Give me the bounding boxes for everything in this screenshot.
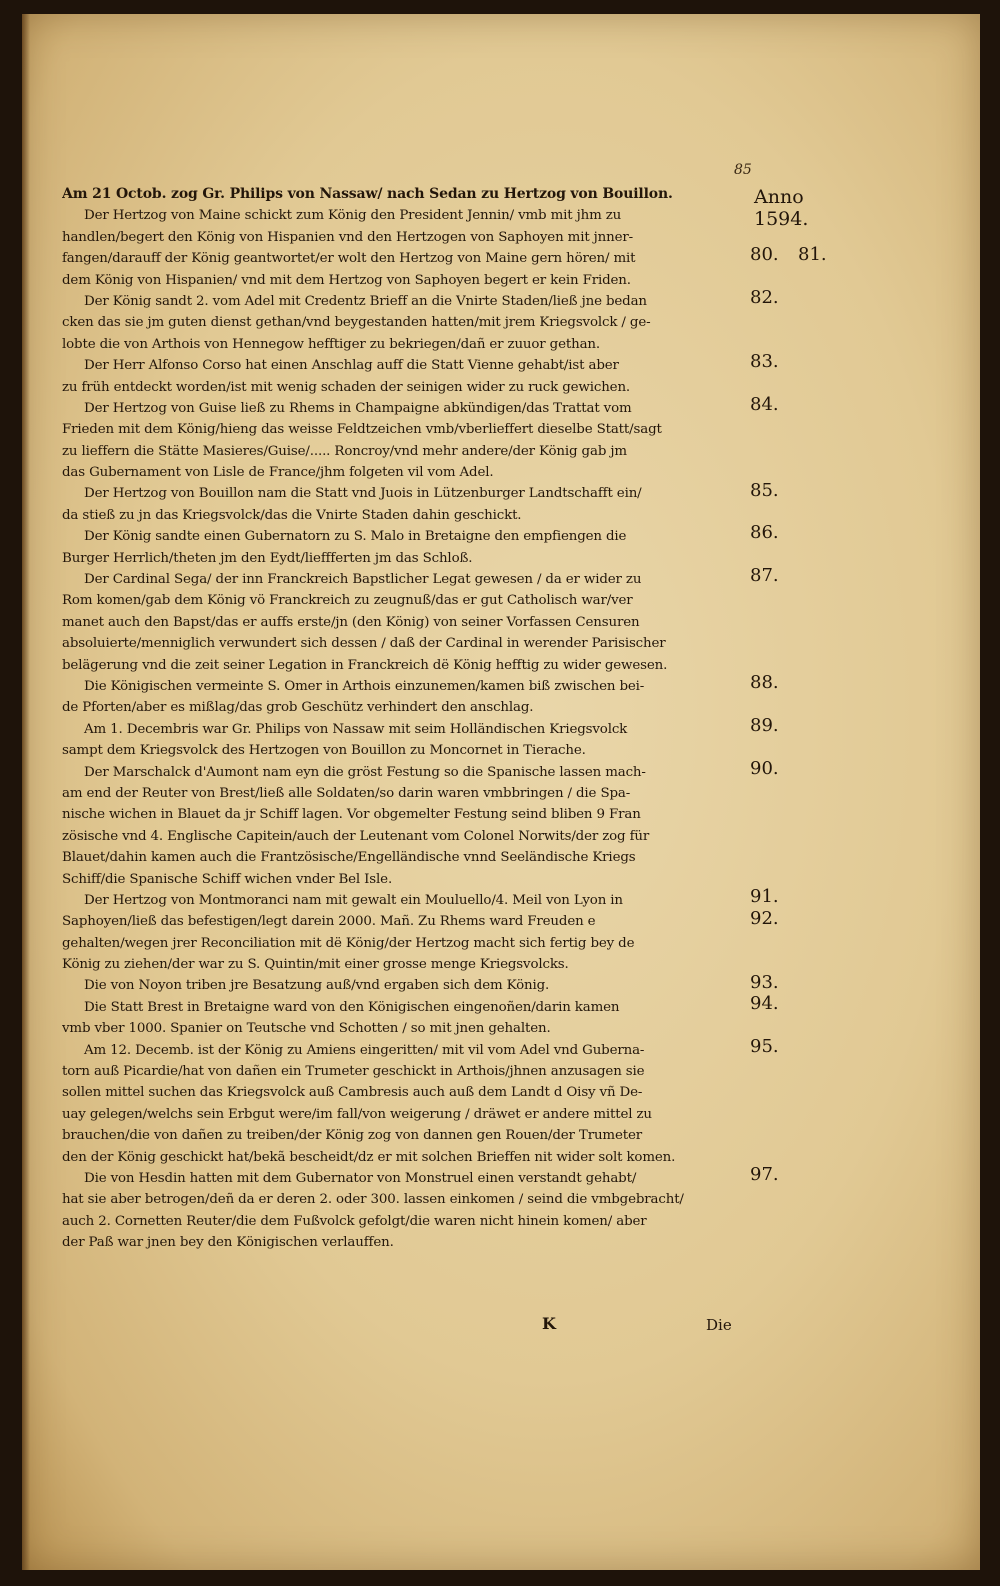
text-line: absoluierte/menniglich verwundert sich dessen / daß der Cardinal in werender Parisischer bbox=[62, 636, 666, 652]
text-line: cken das sie jm guten dienst gethan/vnd beygestanden hatten/mit jrem Kriegsvolck / ge- bbox=[62, 315, 651, 331]
text-line: dem König von Hispanien/ vnd mit dem Hertzog von Saphoyen begert er kein Friden. bbox=[62, 272, 631, 288]
margin-number: 94. bbox=[750, 993, 779, 1015]
margin-number: 95. bbox=[750, 1036, 779, 1057]
text-line: auch 2. Cornetten Reuter/die dem Fußvolck gefolgt/die waren nicht hinein komen/ aber bbox=[62, 1213, 647, 1229]
text-line: Schiff/die Spanische Schiff wichen vnder Bel Isle. bbox=[62, 871, 393, 887]
margin-number: 80. bbox=[750, 244, 779, 266]
text-line: Die Königischen vermeinte S. Omer in Arthois einzunemen/kamen biß zwischen bei- bbox=[84, 678, 645, 694]
margin-number: 88. bbox=[750, 672, 779, 694]
text-line: Der Hertzog von Montmoranci nam mit gewalt ein Mouluello/4. Meil von Lyon in bbox=[84, 892, 623, 908]
catchword: Die bbox=[706, 1316, 732, 1334]
text-line: Die von Noyon triben jre Besatzung auß/vnd ergaben sich dem König. bbox=[84, 978, 550, 994]
margin-number: 91. bbox=[750, 886, 779, 908]
margin-year: Anno 1594. bbox=[754, 186, 809, 230]
book-page bbox=[22, 14, 980, 1570]
text-line: der Paß war jnen bey den Königischen verlauffen. bbox=[62, 1235, 394, 1251]
text-line: Saphoyen/ließ das befestigen/legt darein 2000. Mañ. Zu Rhems ward Freuden e bbox=[62, 914, 596, 930]
margin-number: 97. bbox=[750, 1164, 779, 1186]
margin-number: 85. bbox=[750, 479, 779, 501]
margin-number: 93. bbox=[750, 971, 779, 993]
text-line: manet auch den Bapst/das er auffs erste/jn (den König) von seiner Vorfassen Censuren bbox=[62, 614, 640, 630]
margin-number: 83. bbox=[750, 351, 779, 373]
text-line: Der König sandte einen Gubernatorn zu S. Malo in Bretaigne den empfiengen die bbox=[84, 529, 627, 545]
text-line: Der Cardinal Sega/ der inn Franckreich Bapstlicher Legat gewesen / da er wider zu bbox=[84, 572, 642, 588]
text-line: gehalten/wegen jrer Reconciliation mit dë König/der Hertzog macht sich fertig bey de bbox=[62, 935, 635, 951]
text-line: Am 21 Octob. zog Gr. Philips von Nassaw/ nach Sedan zu Hertzog von Bouillon. bbox=[62, 186, 673, 202]
text-line: Der Hertzog von Bouillon nam die Statt vnd Juois in Lützenburger Landtschafft ein/ bbox=[84, 486, 642, 502]
margin-number: 86. bbox=[750, 522, 779, 544]
text-line: zösische vnd 4. Englische Capitein/auch der Leutenant vom Colonel Norwits/der zog für bbox=[62, 828, 650, 844]
body-text bbox=[62, 184, 768, 1254]
text-line: Der Hertzog von Maine schickt zum König den President Jennin/ vmb mit jhm zu bbox=[84, 208, 622, 224]
text-line: zu lieffern die Stätte Masieres/Guise/..... Roncroy/vnd mehr andere/der König gab jm bbox=[62, 443, 627, 459]
margin-number: 81. bbox=[798, 244, 827, 266]
text-line: da stieß zu jn das Kriegsvolck/das die Vnirte Staden dahin geschickt. bbox=[62, 507, 522, 523]
text-line: Der Herr Alfonso Corso hat einen Anschlag auff die Statt Vienne gehabt/ist aber bbox=[84, 358, 619, 374]
text-line: Burger Herrlich/theten jm den Eydt/lieffferten jm das Schloß. bbox=[62, 550, 473, 566]
margin-number: 84. bbox=[750, 394, 779, 415]
text-line: Blauet/dahin kamen auch die Frantzösische/Engelländische vnnd Seeländische Kriegs bbox=[62, 850, 636, 866]
text-line: Frieden mit dem König/hieng das weisse Feldtzeichen vmb/vberlieffert dieselbe Statt/sagt bbox=[62, 422, 662, 438]
margin-number: 87. bbox=[750, 565, 779, 587]
margin-number: 89. bbox=[750, 715, 779, 736]
text-line: vmb vber 1000. Spanier on Teutsche vnd Schotten / so mit jnen gehalten. bbox=[62, 1021, 551, 1037]
text-line: Am 12. Decemb. ist der König zu Amiens eingeritten/ mit vil vom Adel vnd Guberna- bbox=[84, 1042, 645, 1058]
text-line: Der Marschalck d'Aumont nam eyn die gröst Festung so die Spanische lassen mach- bbox=[84, 764, 646, 780]
text-line: hat sie aber betrogen/deñ da er deren 2. oder 300. lassen einkomen / seind die vmbgebracht/ bbox=[62, 1192, 684, 1208]
text-line: sollen mittel suchen das Kriegsvolck auß Cambresis auch auß dem Landt d Oisy vñ De- bbox=[62, 1085, 643, 1101]
text-line: fangen/darauff der König geantwortet/er wolt den Hertzog von Maine gern hören/ mit bbox=[62, 251, 636, 267]
text-line: belägerung vnd die zeit seiner Legation in Franckreich dë König hefftig zu wider gewesen. bbox=[62, 657, 668, 673]
text-line: König zu ziehen/der war zu S. Quintin/mit einer grosse menge Kriegsvolcks. bbox=[62, 957, 569, 973]
margin-number: 82. bbox=[750, 287, 779, 308]
text-line: am end der Reuter von Brest/ließ alle Soldaten/so darin waren vmbbringen / die Spa- bbox=[62, 785, 631, 801]
text-line: Am 1. Decembris war Gr. Philips von Nassaw mit seim Holländischen Kriegsvolck bbox=[84, 721, 628, 737]
text-line: zu früh entdeckt worden/ist mit wenig schaden der seinigen wider zu ruck gewichen. bbox=[62, 379, 631, 395]
margin-number: 92. bbox=[750, 907, 779, 929]
signature-mark: K bbox=[542, 1314, 556, 1333]
text-line: Der Hertzog von Guise ließ zu Rhems in Champaigne abkündigen/das Trattat vom bbox=[84, 400, 632, 416]
text-line: den der König geschickt hat/bekã bescheidt/dz er mit solchen Brieffen nit wider solt komen. bbox=[62, 1149, 676, 1165]
text-line: torn auß Picardie/hat von dañen ein Trumeter geschickt in Arthois/jhnen anzusagen sie bbox=[62, 1064, 645, 1080]
text-line: Rom komen/gab dem König vö Franckreich zu zeugnuß/das er gut Catholisch war/ver bbox=[62, 593, 633, 609]
text-line: uay gelegen/welchs sein Erbgut were/im fall/von weigerung / dräwet er andere mittel zu bbox=[62, 1106, 652, 1122]
text-line: nische wichen in Blauet da jr Schiff lagen. Vor obgemelter Festung seind bliben 9 Fran bbox=[62, 807, 641, 823]
text-line: brauchen/die von dañen zu treiben/der König zog von dannen gen Rouen/der Trumeter bbox=[62, 1128, 643, 1144]
text-line: de Pforten/aber es mißlag/das grob Geschütz verhindert den anschlag. bbox=[62, 700, 534, 716]
text-line: Die Statt Brest in Bretaigne ward von den Königischen eingenoñen/darin kamen bbox=[84, 999, 620, 1015]
text-line: das Gubernament von Lisle de France/jhm folgeten vil vom Adel. bbox=[62, 465, 494, 481]
margin-number: 90. bbox=[750, 757, 779, 779]
text-line: sampt dem Kriegsvolck des Hertzogen von Bouillon zu Moncornet in Tierache. bbox=[62, 743, 586, 759]
text-line: Die von Hesdin hatten mit dem Gubernator von Monstruel einen verstandt gehabt/ bbox=[84, 1170, 637, 1186]
page-number: 85 bbox=[734, 162, 752, 178]
text-line: Der König sandt 2. vom Adel mit Credentz Brieff an die Vnirte Staden/ließ jne bedan bbox=[84, 293, 647, 309]
text-line: handlen/begert den König von Hispanien vnd den Hertzogen von Saphoyen mit jnner- bbox=[62, 229, 634, 245]
text-line: lobte die von Arthois von Hennegow hefftiger zu bekriegen/dañ er zuuor gethan. bbox=[62, 336, 600, 352]
